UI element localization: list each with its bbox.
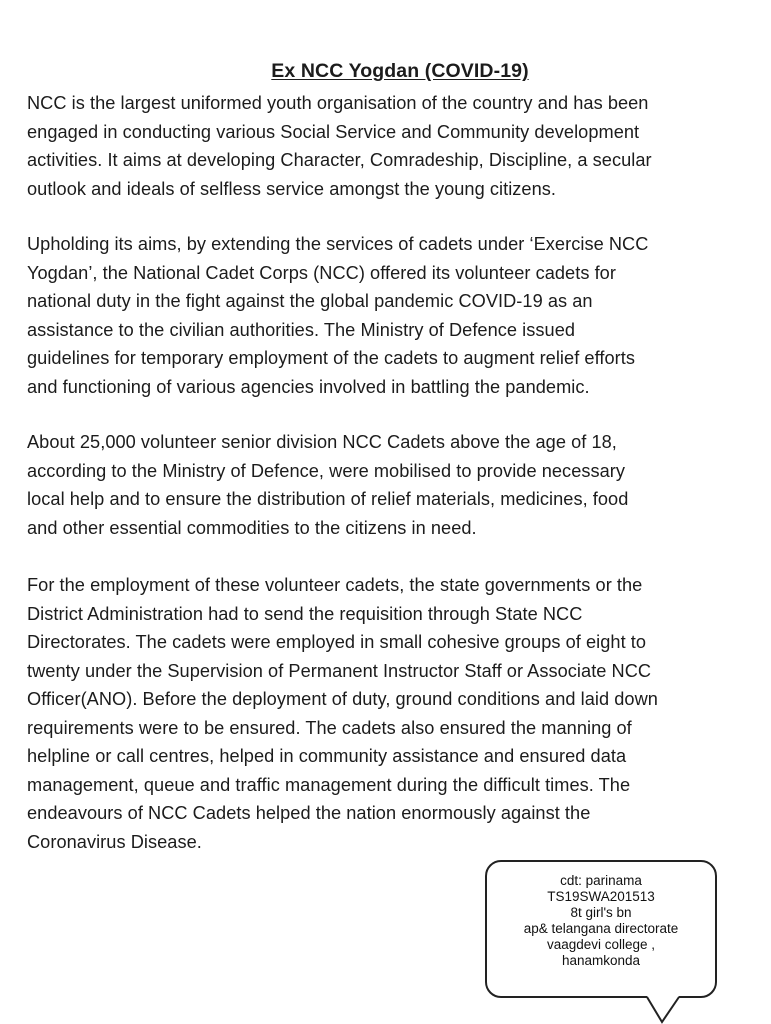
cadet-name: cdt: parinama: [560, 873, 642, 888]
paragraph-line: Officer(ANO). Before the deployment of duty, ground conditions and laid down: [27, 689, 658, 709]
cadet-battalion: 8t girl's bn: [570, 905, 632, 920]
paragraph-line: endeavours of NCC Cadets helped the nation enormously against the: [27, 803, 591, 823]
paragraph-aims: [27, 230, 771, 401]
cadet-college: vaagdevi college ,: [546, 937, 656, 952]
paragraph-line: engaged in conducting various Social Service and Community development: [27, 121, 640, 142]
paragraph-line: twenty under the Supervision of Permanent Instructor Staff or Associate NCC: [27, 660, 652, 681]
paragraph-line: national duty in the fight against the global pandemic COVID-19 as an: [27, 291, 593, 311]
paragraph-line: and other essential commodities to the citizens in need.: [27, 517, 477, 538]
signature-speech-bubble: [485, 860, 717, 998]
paragraph-volunteers: [27, 428, 771, 542]
paragraph-line: activities. It aims at developing Character, Comradeship, Discipline, a secular: [27, 150, 652, 170]
speech-bubble-tail: [645, 996, 685, 1024]
paragraph-line: NCC is the largest uniformed youth organisation of the country and has been: [27, 93, 649, 113]
paragraph-line: Upholding its aims, by extending the services of cadets under ‘Exercise NCC: [27, 234, 649, 254]
document-title: Ex NCC Yogdan (COVID-19): [271, 60, 529, 82]
paragraph-line: outlook and ideals of selfless service amongst the young citizens.: [27, 178, 557, 199]
paragraph-line: management, queue and traffic management during the difficult times. The: [27, 774, 631, 795]
cadet-city: hanamkonda: [561, 953, 641, 968]
paragraph-line: assistance to the civilian authorities. The Ministry of Defence issued: [27, 319, 576, 340]
paragraph-line: and functioning of various agencies involved in battling the pandemic.: [27, 376, 590, 397]
paragraph-employment: [27, 571, 771, 856]
paragraph-line: Coronavirus Disease.: [27, 831, 202, 852]
paragraph-line: according to the Ministry of Defence, were mobilised to provide necessary: [27, 460, 626, 481]
paragraph-line: District Administration had to send the requisition through State NCC: [27, 603, 583, 624]
paragraph-line: For the employment of these volunteer cadets, the state governments or the: [27, 575, 643, 595]
paragraph-line: local help and to ensure the distribution of relief materials, medicines, food: [27, 489, 629, 509]
paragraph-intro: [27, 89, 771, 203]
paragraph-line: About 25,000 volunteer senior division NCC Cadets above the age of 18,: [27, 432, 617, 452]
paragraph-line: helpline or call centres, helped in community assistance and ensured data: [27, 746, 627, 766]
paragraph-line: requirements were to be ensured. The cadets also ensured the manning of: [27, 717, 632, 738]
cadet-directorate: ap& telangana directorate: [523, 921, 679, 936]
paragraph-line: Yogdan’, the National Cadet Corps (NCC) offered its volunteer cadets for: [27, 262, 616, 283]
paragraph-line: Directorates. The cadets were employed in small cohesive groups of eight to: [27, 632, 647, 652]
paragraph-line: guidelines for temporary employment of the cadets to augment relief efforts: [27, 348, 635, 368]
cadet-registration-number: TS19SWA201513: [547, 889, 655, 904]
